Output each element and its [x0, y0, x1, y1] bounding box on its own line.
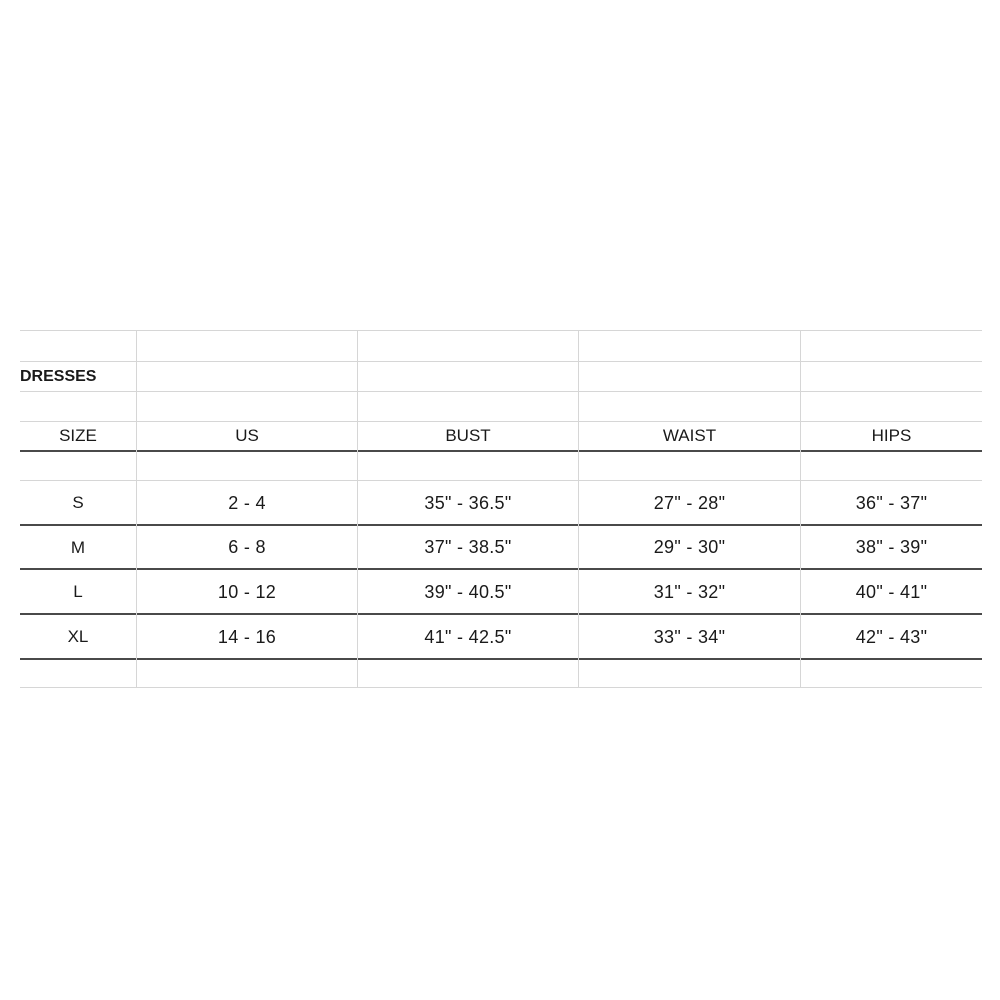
table-cell-waist: 29" - 30" [653, 537, 726, 557]
table-cell-waist: 33" - 34" [653, 626, 726, 647]
table-cell-hips: 36" - 37" [855, 492, 928, 513]
table-title: DRESSES [20, 368, 97, 385]
table-cell-size: S [72, 493, 84, 512]
table-cell-hips: 38" - 39" [855, 537, 928, 557]
column-header-hips: HIPS [871, 426, 912, 445]
table-cell-bust: 37" - 38.5" [424, 537, 512, 557]
table-cell-us: 2 - 4 [228, 492, 266, 513]
column-header-bust: BUST [445, 426, 491, 445]
table-cell-waist: 31" - 32" [653, 581, 726, 602]
row-divider [20, 391, 982, 392]
row-divider [20, 687, 982, 688]
column-header-us: US [235, 426, 259, 445]
table-cell-bust: 41" - 42.5" [424, 626, 512, 647]
table-cell-bust: 39" - 40.5" [424, 581, 512, 602]
table-cell-hips: 42" - 43" [855, 626, 928, 647]
table-cell-size: L [73, 582, 83, 601]
column-header-size: SIZE [59, 426, 97, 445]
row-divider [20, 361, 982, 362]
table-cell-hips: 40" - 41" [855, 581, 928, 602]
table-cell-us: 10 - 12 [217, 581, 277, 602]
table-cell-us: 14 - 16 [217, 626, 277, 647]
row-divider [20, 330, 982, 331]
table-cell-bust: 35" - 36.5" [424, 492, 512, 513]
table-cell-waist: 27" - 28" [653, 492, 726, 513]
table-cell-us: 6 - 8 [228, 537, 266, 557]
size-chart-grid [20, 330, 982, 688]
table-cell-size: XL [67, 627, 89, 646]
table-cell-size: M [70, 537, 86, 557]
column-header-waist: WAIST [662, 426, 717, 445]
